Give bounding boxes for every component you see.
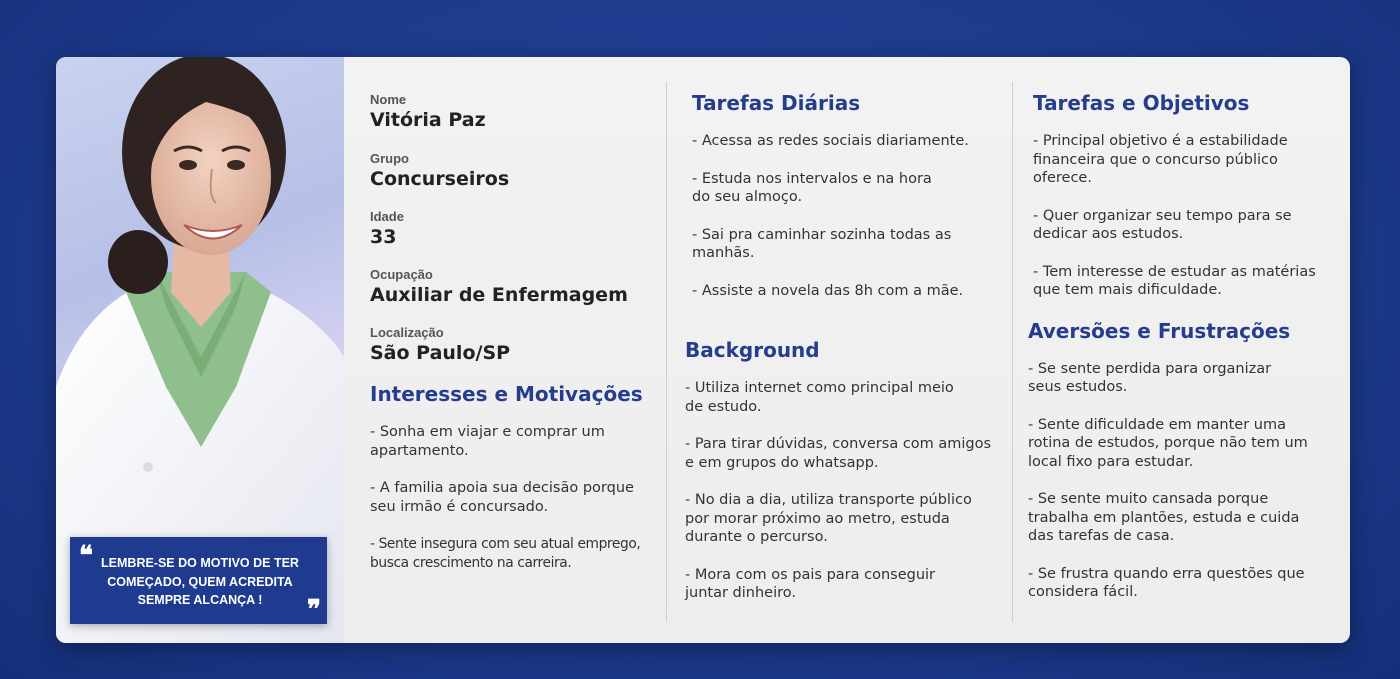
age-label: Idade [370, 209, 404, 224]
frustrations-list [1028, 360, 1338, 602]
name-label: Nome [370, 92, 407, 107]
profile-column [370, 92, 660, 572]
job-value: Auxiliar de Enfermagem [370, 284, 628, 306]
interests-list [370, 423, 660, 572]
list-item: - A familia apoia sua decisão porque seu irmão é concursado. [370, 480, 634, 515]
daily-tasks-list [692, 132, 1005, 300]
column-divider [1012, 82, 1013, 622]
goals-frustrations-column [1028, 91, 1338, 602]
list-item: - Se sente perdida para organizar seus estudos. [1028, 360, 1272, 395]
goals-title: Tarefas e Objetivos [1033, 91, 1250, 115]
list-item: - Quer organizar seu tempo para se dedicar aos estudos. [1033, 207, 1292, 242]
job-label: Ocupação [370, 267, 433, 282]
age-value: 33 [370, 226, 397, 248]
frustrations-title: Aversões e Frustrações [1028, 318, 1291, 343]
list-item: - Se frustra quando erra questões que considera fácil. [1028, 565, 1305, 600]
list-item: - No dia a dia, utiliza transporte público por morar próximo ao metro, estuda durante o percurso. [685, 492, 972, 545]
list-item: - Principal objetivo é a estabilidade financeira que o concurso público oferece. [1033, 133, 1288, 186]
list-item: - Utiliza internet como principal meio de estudo. [685, 380, 954, 415]
location-value: São Paulo/SP [370, 342, 511, 364]
open-quote-icon: ❝ [79, 541, 93, 571]
goals-list [1033, 132, 1338, 300]
list-item: - Para tirar dúvidas, conversa com amigos e em grupos do whatsapp. [685, 436, 992, 471]
list-item: - Sai pra caminhar sozinha todas as manhãs. [692, 226, 952, 261]
background-title: Background [685, 338, 820, 362]
list-item: - Acessa as redes sociais diariamente. [692, 133, 969, 149]
motto-text: LEMBRE-SE DO MOTIVO DE TER COMEÇADO, QUEM ACREDITA SEMPRE ALCANÇA ! [101, 556, 299, 607]
list-item: - Sente dificuldade em manter uma rotina de estudos, porque não tem um local fixo para estudar. [1028, 416, 1308, 470]
list-item: - Sonha em viajar e comprar um apartamento. [370, 424, 605, 459]
daily-background-column [685, 91, 1005, 603]
column-divider [666, 82, 667, 622]
list-item: - Estuda nos intervalos e na hora do seu almoço. [692, 170, 932, 205]
group-label: Grupo [370, 151, 409, 166]
list-item: - Tem interesse de estudar as matérias que tem mais dificuldade. [1033, 263, 1316, 298]
close-quote-icon: ❞ [307, 595, 321, 625]
background-list [685, 379, 1005, 603]
list-item: - Sente insegura com seu atual emprego, busca crescimento na carreira. [370, 536, 641, 571]
interests-title: Interesses e Motivações [370, 382, 643, 406]
motto-quote-box [70, 537, 327, 624]
list-item: - Se sente muito cansada porque trabalha em plantões, estuda e cuida das tarefas de casa. [1028, 491, 1300, 544]
group-value: Concurseiros [370, 168, 510, 190]
list-item: - Mora com os pais para conseguir juntar dinheiro. [685, 566, 936, 601]
daily-tasks-title: Tarefas Diárias [692, 91, 861, 115]
name-value: Vitória Paz [370, 109, 486, 131]
location-label: Localização [370, 325, 444, 340]
list-item: - Assiste a novela das 8h com a mãe. [692, 282, 964, 299]
